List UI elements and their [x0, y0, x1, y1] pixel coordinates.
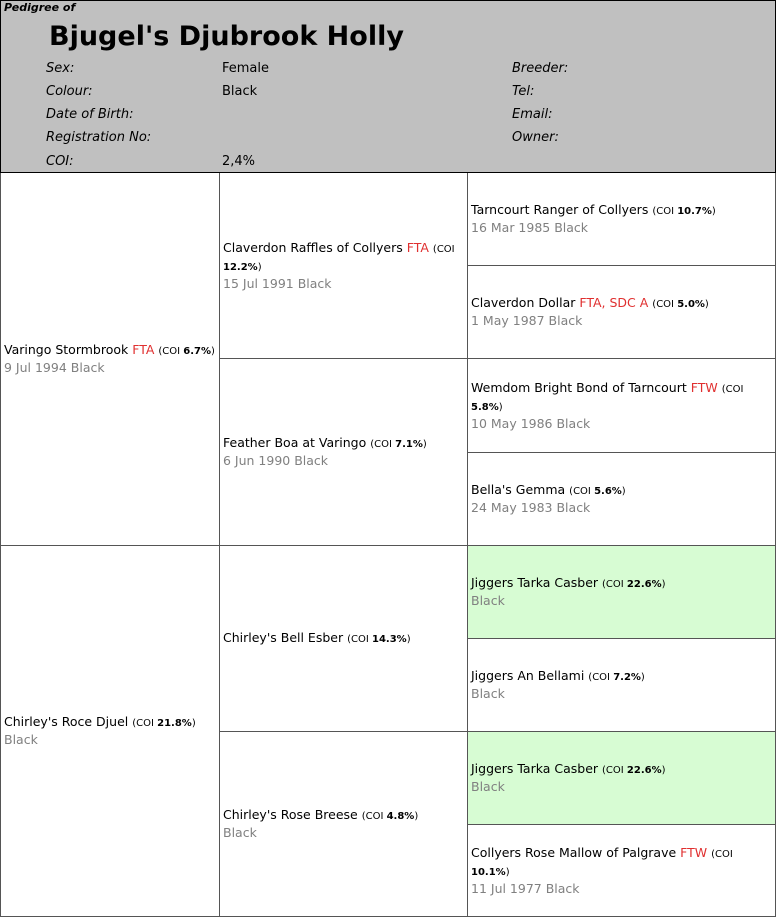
colour-label: Colour:: [46, 84, 93, 99]
ancestor-coi: 22.6%: [626, 765, 662, 776]
ancestor-name: Claverdon Raffles of Collyers: [223, 239, 403, 255]
ancestor-info: 10 May 1986 Black: [471, 415, 591, 431]
ancestor-coi: 10.1%: [471, 866, 506, 878]
ancestor-cell-ds: [220, 546, 468, 732]
ancestor-info: Black: [4, 732, 38, 747]
coi-prefix: (COI: [347, 633, 372, 645]
ancestor-name: Bella's Gemma: [471, 482, 566, 497]
dog-name-title: Bjugel's Djubrook Holly: [49, 21, 404, 52]
coi-label: COI:: [46, 154, 74, 169]
ancestor-cell-sds: [468, 359, 776, 453]
coi-prefix: (COI: [602, 579, 627, 590]
ancestor-info: 15 Jul 1991 Black: [223, 275, 332, 291]
coi-prefix: (COI: [588, 672, 614, 683]
coi-suffix: ): [414, 811, 419, 822]
ancestor-name: Chirley's Roce Djuel: [4, 714, 129, 729]
registration-label: Registration No:: [46, 130, 152, 145]
ancestor-cell-sd: [220, 359, 468, 546]
coi-suffix: ): [498, 401, 503, 413]
coi-suffix: ): [661, 579, 666, 590]
ancestor-name: Chirley's Rose Breese: [223, 807, 358, 822]
sex-value: Female: [222, 61, 270, 76]
ancestor-cell-dam: [0, 546, 220, 917]
ancestor-coi: 7.1%: [395, 439, 423, 450]
ancestor-cell-ddd: [468, 825, 776, 917]
ancestor-titles: FTA, SDC A: [579, 295, 649, 310]
ancestor-titles: FTA: [132, 342, 155, 357]
ancestor-coi: 5.6%: [594, 486, 622, 497]
ancestor-coi: 12.2%: [223, 261, 258, 273]
coi-suffix: ): [640, 672, 645, 683]
ancestor-info: 1 May 1987 Black: [471, 313, 583, 328]
ancestor-name: Jiggers An Bellami: [471, 668, 585, 683]
ancestor-cell-ss: [220, 173, 468, 359]
ancestor-info: Black: [471, 686, 505, 701]
pre-title: Pedigree of: [4, 1, 76, 14]
coi-suffix: ): [211, 346, 215, 357]
ancestor-name: Tarncourt Ranger of Collyers: [471, 202, 649, 217]
ancestor-info: Black: [471, 779, 505, 794]
ancestor-name: Jiggers Tarka Casber: [471, 761, 599, 776]
ancestor-coi: 7.2%: [613, 672, 641, 683]
ancestor-cell-dds: [468, 732, 776, 825]
ancestor-cell-sss: [468, 173, 776, 266]
ancestor-name: Varingo Stormbrook: [4, 342, 129, 357]
coi-suffix: ): [191, 718, 196, 729]
ancestor-info: 24 May 1983 Black: [471, 500, 591, 515]
coi-prefix: (COI: [652, 206, 678, 217]
ancestor-titles: FTW: [690, 379, 718, 395]
ancestor-cell-sdd: [468, 453, 776, 546]
ancestor-cell-dd: [220, 732, 468, 917]
ancestor-name: Collyers Rose Mallow of Palgrave: [471, 844, 677, 860]
coi-suffix: ): [505, 866, 510, 878]
coi-prefix: (COI: [569, 486, 595, 497]
ancestor-name: Feather Boa at Varingo: [223, 435, 367, 450]
ancestor-coi: 4.8%: [386, 811, 415, 822]
ancestor-coi: 14.3%: [371, 633, 407, 645]
coi-suffix: ): [711, 206, 716, 217]
pedigree-header: [0, 0, 776, 174]
ancestor-coi: 5.0%: [677, 299, 705, 310]
ancestor-coi: 5.8%: [471, 401, 499, 413]
sex-label: Sex:: [46, 61, 75, 76]
ancestor-coi: 10.7%: [677, 206, 712, 217]
coi-prefix: (COI: [602, 765, 627, 776]
coi-suffix: ): [422, 439, 427, 450]
ancestor-cell-dss: [468, 546, 776, 639]
coi-prefix: (COI: [432, 243, 455, 255]
email-label: Email:: [512, 107, 553, 122]
ancestor-info: Black: [223, 825, 257, 840]
ancestor-name: Jiggers Tarka Casber: [471, 575, 599, 590]
coi-prefix: (COI: [652, 299, 678, 310]
ancestor-info: 9 Jul 1994 Black: [4, 360, 105, 375]
ancestor-info: Black: [471, 593, 505, 608]
coi-prefix: (COI: [711, 848, 733, 860]
ancestor-info: 16 Mar 1985 Black: [471, 220, 589, 235]
coi-prefix: (COI: [132, 718, 158, 729]
coi-prefix: (COI: [370, 439, 396, 450]
ancestor-info: 11 Jul 1977 Black: [471, 880, 580, 896]
ancestor-coi: 21.8%: [157, 718, 192, 729]
colour-value: Black: [222, 84, 258, 99]
ancestor-name: Wemdom Bright Bond of Tarncourt: [471, 379, 687, 395]
tel-label: Tel:: [512, 84, 535, 99]
coi-suffix: ): [704, 299, 709, 310]
coi-suffix: ): [621, 486, 626, 497]
ancestor-name: Claverdon Dollar: [471, 295, 576, 310]
coi-value: 2,4%: [222, 154, 256, 169]
coi-suffix: ): [406, 633, 411, 645]
ancestor-titles: FTW: [680, 844, 708, 860]
ancestor-titles: FTA: [406, 239, 429, 255]
ancestor-coi: 22.6%: [626, 579, 662, 590]
coi-suffix: ): [257, 261, 262, 273]
coi-suffix: ): [661, 765, 666, 776]
ancestor-cell-sire: [0, 173, 220, 546]
dob-label: Date of Birth:: [46, 107, 134, 122]
ancestor-coi: 6.7%: [183, 346, 212, 357]
coi-prefix: (COI: [158, 346, 184, 357]
coi-prefix: (COI: [361, 811, 387, 822]
ancestor-cell-ssd: [468, 266, 776, 359]
ancestor-info: 6 Jun 1990 Black: [223, 453, 329, 468]
ancestor-name: Chirley's Bell Esber: [223, 629, 344, 645]
coi-prefix: (COI: [721, 383, 744, 395]
ancestor-cell-dsd: [468, 639, 776, 732]
breeder-label: Breeder:: [512, 61, 569, 76]
owner-label: Owner:: [512, 130, 559, 145]
